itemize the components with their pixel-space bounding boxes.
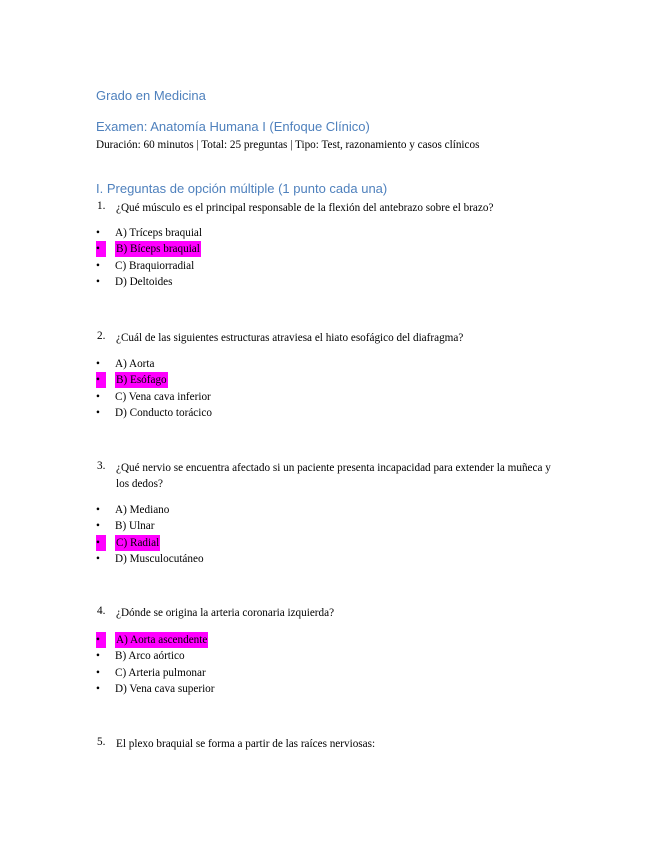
bullet-icon: • (96, 358, 100, 370)
question-text: ¿Qué nervio se encuentra afectado si un paciente presenta incapacidad para extender la muñeca y los dedos? (116, 462, 551, 490)
exam-info: Duración: 60 minutos | Total: 25 preguntas | Tipo: Test, razonamiento y casos clínicos (96, 139, 480, 151)
question-text: ¿Qué músculo es el principal responsable de la flexión del antebrazo sobre el brazo? (116, 202, 494, 214)
answer-option-label: B) Arco aórtico (115, 650, 185, 663)
bullet-icon: • (96, 666, 100, 679)
bullet-icon: • (96, 275, 100, 288)
bullet-icon: • (96, 552, 100, 565)
answer-option-label: B) Ulnar (115, 520, 155, 533)
section-title: I. Preguntas de opción múltiple (1 punto cada una) (96, 181, 388, 196)
bullet-icon: • (96, 372, 106, 388)
answer-option-label: D) Musculocutáneo (115, 552, 204, 565)
bullet-icon: • (96, 520, 100, 533)
answer-option-label-highlighted: B) Bíceps braquial (116, 243, 200, 256)
answer-option-label-highlighted: B) Esófago (116, 374, 167, 387)
answer-option-label: C) Vena cava inferior (115, 390, 211, 403)
answer-option-label: D) Deltoides (115, 275, 173, 288)
question-number: 4. (97, 605, 106, 617)
question-text: El plexo braquial se forma a partir de las raíces nerviosas: (116, 738, 376, 750)
bullet-icon: • (96, 259, 100, 272)
bullet-icon: • (96, 241, 106, 257)
program-title: Grado en Medicina (96, 88, 206, 103)
bullet-icon: • (96, 390, 100, 403)
bullet-icon: • (96, 632, 106, 648)
answer-option-label-highlighted: A) Aorta ascendente (116, 634, 208, 646)
bullet-icon: • (96, 650, 100, 663)
bullet-icon: • (96, 535, 106, 551)
question-text: ¿Dónde se origina la arteria coronaria izquierda? (116, 607, 335, 619)
answer-option-label: C) Braquiorradial (115, 259, 195, 272)
question-number: 5. (97, 736, 106, 748)
answer-option-label: D) Conducto torácico (115, 406, 212, 419)
answer-option-label: A) Aorta (115, 358, 155, 370)
answer-option-label: D) Vena cava superior (115, 682, 215, 695)
answer-option-label: A) Mediano (115, 504, 170, 516)
question-number: 1. (97, 200, 106, 212)
bullet-icon: • (96, 504, 100, 516)
question-text: ¿Cuál de las siguientes estructuras atraviesa el hiato esofágico del diafragma? (116, 332, 464, 344)
exam-title: Examen: Anatomía Humana I (Enfoque Clínico) (96, 119, 370, 134)
bullet-icon: • (96, 682, 100, 695)
answer-option-label: A) Tríceps braquial (115, 227, 203, 239)
question-number: 3. (97, 460, 106, 472)
question-number: 2. (97, 330, 106, 342)
answer-option-label-highlighted: C) Radial (116, 536, 160, 549)
bullet-icon: • (96, 406, 100, 419)
bullet-icon: • (96, 227, 100, 239)
answer-option-label: C) Arteria pulmonar (115, 666, 206, 679)
